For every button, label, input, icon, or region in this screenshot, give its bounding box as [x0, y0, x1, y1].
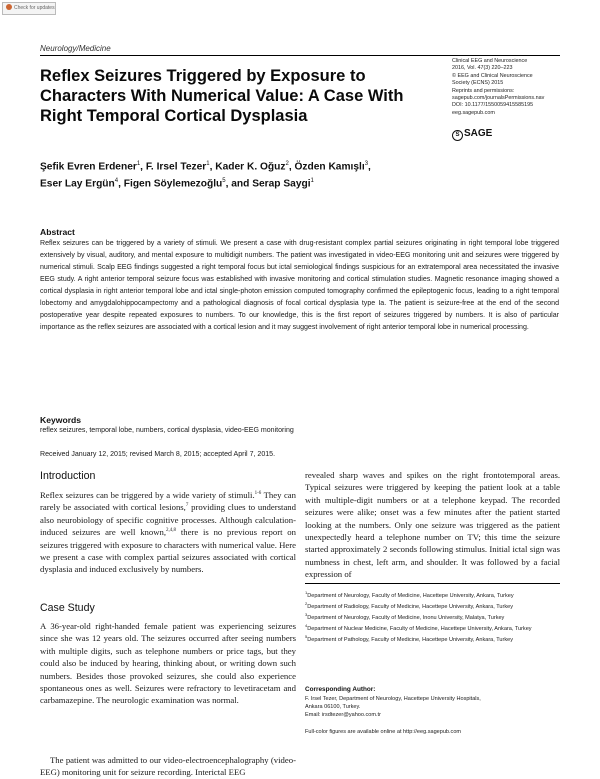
journal-volume: 2016, Vol. 47(3) 220–223	[452, 65, 513, 72]
corresponding-author-details	[305, 695, 560, 719]
journal-doi[interactable]: DOI: 10.1177/1550059415585195	[452, 102, 534, 109]
author-name: Figen Söylemezoğlu	[123, 178, 223, 190]
journal-society: Society (ECNS) 2015	[452, 80, 504, 87]
author-list: Şefik Evren Erdener$^1$, F. Irsel Tezer$^1$, Kader K. Oğuz$^2$, Özden Kamışlı$^3$, Eser Lay Ergün$^4$, Figen Söylemezoğlu$^5$, and Serap Saygi$^1$	[40, 161, 371, 190]
author-name: Eser Lay Ergün	[40, 178, 115, 190]
author-affiliation-sup: 4	[114, 178, 119, 185]
update-icon	[6, 4, 12, 10]
journal-copyright: © EEG and Clinical Neuroscience	[452, 72, 533, 79]
check-for-updates-badge[interactable]	[2, 2, 56, 15]
affiliation-sup: 3	[305, 611, 308, 617]
citation-ref[interactable]: 1-6	[254, 491, 262, 497]
author-affiliation-sup: 3	[364, 161, 369, 167]
keywords-heading: Keywords	[40, 415, 82, 425]
author-affiliation-sup: 1	[206, 161, 210, 167]
author-affiliation-sup: 1	[136, 161, 141, 167]
introduction-paragraph	[40, 489, 296, 576]
article-dates: Received January 12, 2015; revised March 8, 2015; accepted April 7, 2015.	[40, 451, 276, 458]
full-color-note[interactable]: Full-color figures are available online at http://eeg.sagepub.com	[305, 729, 462, 735]
journal-website[interactable]: eeg.sagepub.com	[452, 109, 495, 116]
case-study-heading: Case Study	[40, 602, 95, 614]
publisher-name: SAGE	[464, 128, 493, 139]
affiliation-divider	[305, 583, 560, 584]
affiliation-sup: 2	[305, 600, 308, 606]
affiliation-text: Department of Nuclear Medicine, Faculty of Medicine, Hacettepe University, Ankara, Turkey	[307, 625, 532, 632]
keywords-text: reflex seizures, temporal lobe, numbers, cortical dysplasia, video-EEG monitoring	[40, 427, 294, 434]
affiliation-item	[305, 589, 560, 600]
section-label: Neurology/Medicine	[40, 44, 111, 53]
corr-email[interactable]: Email: irsdtezer@yahoo.com.tr	[305, 712, 381, 719]
introduction-heading: Introduction	[40, 470, 96, 482]
author-affiliation-sup: 2	[285, 161, 289, 167]
affiliation-text: Department of Neurology, Faculty of Medicine, Inonu University, Malatya, Turkey	[307, 614, 505, 621]
affiliation-sup: 4	[305, 622, 308, 628]
article-title: Reflex Seizures Triggered by Exposure to Characters With Numerical Value: A Case With Right Temporal Cortical Dysplasia	[40, 67, 404, 125]
top-divider	[40, 55, 560, 56]
corr-line: F. Irsel Tezer, Department of Neurology, Hacettepe University Hospitals,	[305, 696, 481, 702]
affiliation-text: Department of Radiology, Faculty of Medicine, Hacettepe University, Ankara, Turkey	[307, 603, 513, 610]
case-study-continued-paragraph: revealed sharp waves and spikes on the right frontotemporal areas. Typical seizures were triggered by keeping the patient look at a table with multiple-digit numbers or at a telephone keypad. The recorded seizures were alike; onset was a few minutes after the patient started looking at the numbers. Only one seizure was triggered as the patient unexpectedly heard a telephone number on TV; this time the seizure started approximately 2 seconds following stimulus. Initial ictal sign was numbness in chest, left arm, and shoulder. It was followed by a facial expression of	[305, 470, 560, 580]
author-name: F. Irsel Tezer	[145, 161, 207, 173]
abstract-text: Reflex seizures can be triggered by a variety of stimuli. We present a case with drug-resistant complex partial seizures originating in right temporal lobe triggered extensively by visual, auditory, and mental exposure to multidigit numbers. The patient was investigated in video-EEG monitoring unit and seizures were triggered by numerical stimuli. Scalp EEG findings suggested a right temporal focus but ictal semiological findings suspicious for an extratemporal area necessitated the invasive EEG study. A right anterior temporal seizure focus was established with invasive monitoring and cortical stimulation studies. Magnetic resonance imaging showed a cortical dysplasia in right anterior temporal lobe and ictal single-photon emission computed tomography confirmed the epileptogenic focus, leading to a right temporal lobectomy and amygdalohippocampectomy and a pathological diagnosis of focal cortical dysplasia type Ia. The patient is seizure-free at the end of the second postoperative year despite repeated exposures to numbers. To our knowledge, this is the first report of seizures triggered by numbers. It is also of particular importance as the reflex seizures are associated with a cortical lesion and it may suggest involvement of right anterior temporal lobe in numerical processing.	[40, 240, 559, 331]
citation-ref[interactable]: 2,4,8	[166, 528, 177, 534]
journal-info	[452, 58, 560, 117]
author-affiliation-sup: 5	[222, 178, 226, 185]
author-name: Şefik Evren Erdener	[40, 161, 137, 173]
author-name: Kader K. Oğuz	[215, 161, 286, 173]
affiliation-item	[305, 633, 560, 644]
author-name: Serap Saygi	[252, 178, 311, 190]
corresponding-author-heading: Corresponding Author:	[305, 686, 376, 693]
affiliation-text: Department of Neurology, Faculty of Medicine, Hacettepe University, Ankara, Turkey	[307, 592, 514, 599]
affiliation-sup: 1	[305, 590, 308, 595]
corr-line: Ankara 06100, Turkey.	[305, 704, 361, 711]
intro-text: Reflex seizures can be triggered by a wide variety of stimuli.	[40, 490, 255, 500]
sage-logo-icon: S	[452, 130, 463, 141]
intro-text: there is no previous report on seizures triggered with exposure to characters with numerical value. Here we present a case with complex partial seizures associated with cortical dysplasia and induced exclusively by numbers.	[40, 527, 296, 575]
intro-text: They can rarely be associated with cortical lesions,	[40, 490, 296, 513]
author-name: Özden Kamışlı	[294, 161, 365, 173]
publisher-logo	[452, 128, 492, 141]
affiliation-item	[305, 600, 560, 611]
author-affiliation-sup: 1	[310, 178, 314, 185]
affiliation-sup: 5	[305, 633, 308, 639]
journal-reprints: Reprints and permissions:	[452, 87, 515, 94]
badge-label: Check for updates	[14, 5, 55, 11]
case-study-paragraph: A 36-year-old right-handed female patient was experiencing seizures since she was 12 years old. The seizures occurred after seeing numbers with multiple digits, such as telephone numbers or price tags, but they could also be induced by hearing, thinking about, or writing down such numbers. Besides those provoked seizures, she could also experience spontaneous ones as well. Seizures were refractory to levetiracetam and carbamazepine. The neurologic examination was normal.	[40, 621, 296, 706]
case-study-paragraph: The patient was admitted to our video-electroencephalography (video-EEG) monitoring unit for seizure recording. Interictal EEG	[40, 755, 296, 778]
journal-permissions-link[interactable]: sagepub.com/journalsPermissions.nav	[452, 95, 545, 102]
affiliations	[305, 589, 560, 644]
affiliation-text: Department of Pathology, Faculty of Medicine, Hacettepe University, Ankara, Turkey	[307, 636, 513, 643]
journal-name: Clinical EEG and Neuroscience	[452, 58, 528, 64]
intro-text: providing clues to understand also neurobiology of specific cognitive processes. Although calculation-induced seizures are well known,	[40, 502, 296, 538]
abstract-heading: Abstract	[40, 227, 75, 237]
citation-ref[interactable]: 7	[185, 503, 189, 509]
affiliation-item	[305, 611, 560, 622]
affiliation-item	[305, 622, 560, 633]
